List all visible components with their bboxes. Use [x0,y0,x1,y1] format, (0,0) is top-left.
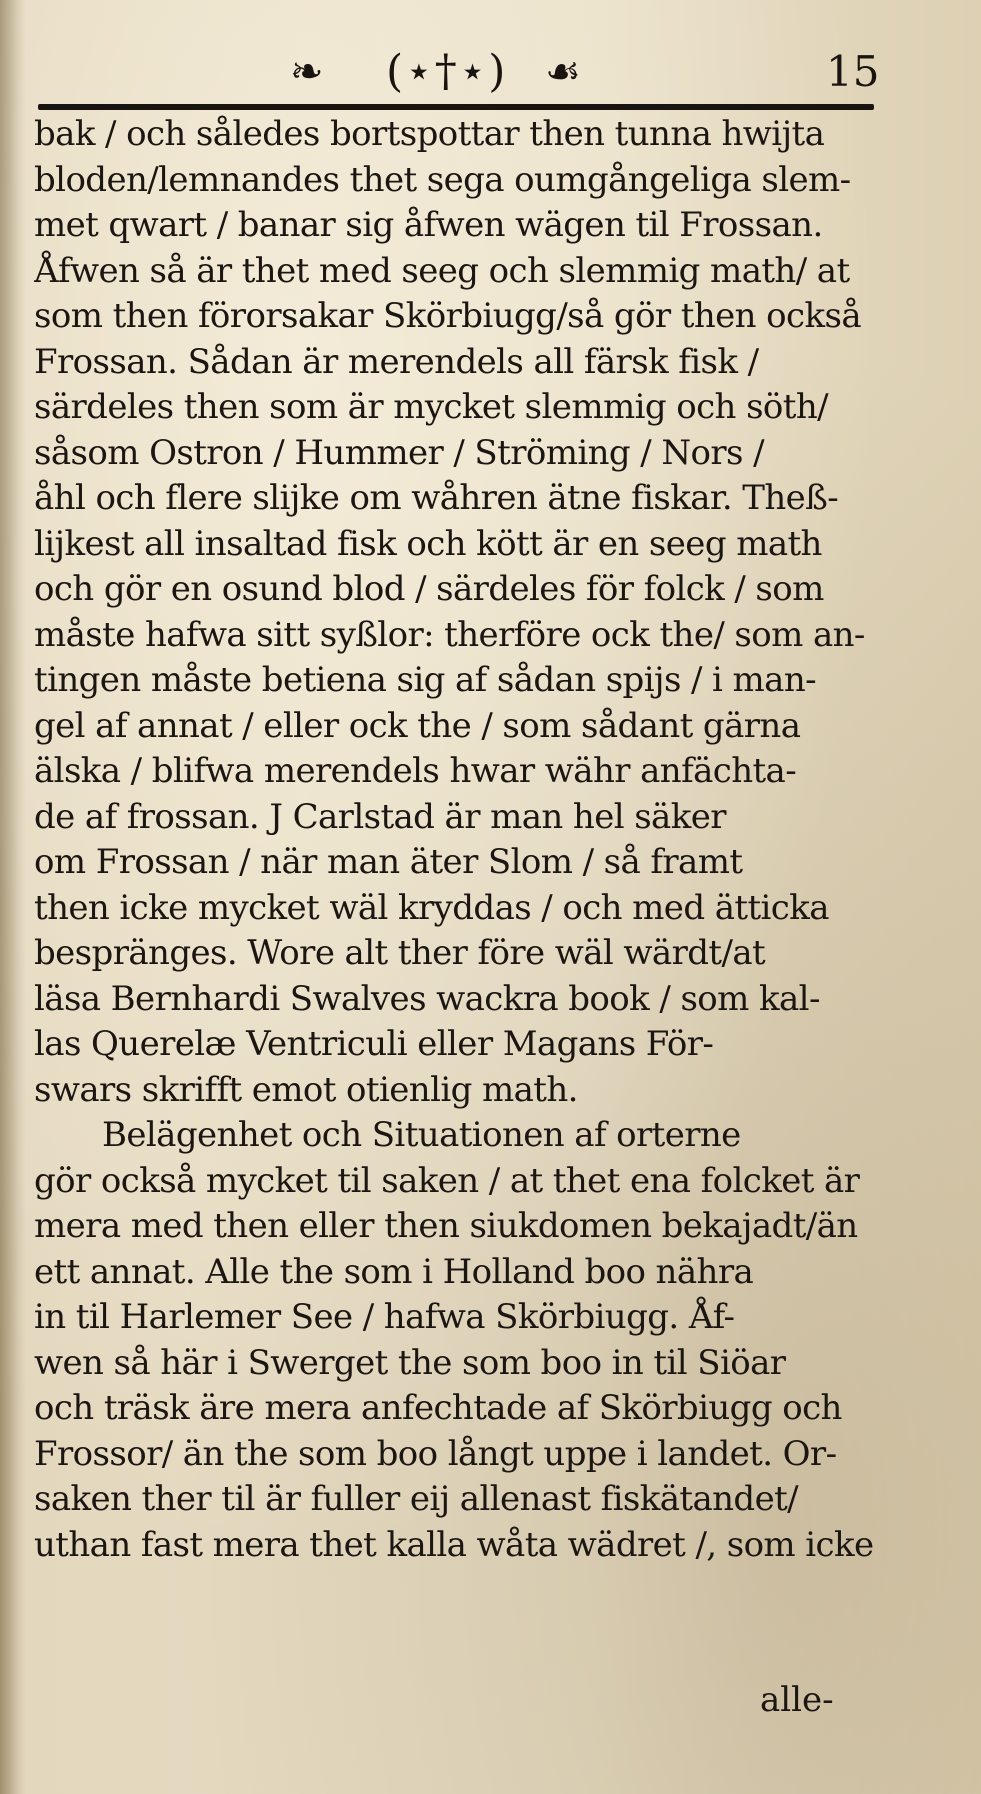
text-line: then icke mycket wäl kryddas / och med ätticka [34,887,829,928]
fleuron-right-icon: ☙ [545,49,581,95]
binding-shadow [0,0,26,1794]
fleuron-left-icon: ❧ [290,49,324,95]
text-line: läsa Bernhardi Swalves wackra book / som kal- [34,978,820,1019]
text-line: bloden/lemnandes thet sega oumgångeliga slem- [34,159,851,200]
text-line: om Frossan / när man äter Slom / så framt [34,842,743,882]
text-line: bak / och således bortspottar then tunna hwijta [34,114,825,154]
running-header [0,38,981,108]
text-line: gel af annat / eller ock the / som sådant gärna [34,705,801,746]
folio-mark: (⋆†⋆) [386,46,508,97]
page-number: 15 [826,47,880,96]
text-line: Frossor/ än the som boo långt uppe i landet. Or- [34,1433,837,1474]
text-line: såsom Ostron / Hummer / Ströming / Nors / [34,432,764,473]
text-line: Frossan. Sådan är merendels all färsk fisk / [34,341,759,382]
text-line: lijkest all insaltad fisk och kött är en seeg math [34,523,822,564]
text-line: gör också mycket til saken / at thet ena folcket är [34,1160,860,1201]
text-line: och träsk äre mera anfechtade af Skörbiugg och [34,1388,842,1428]
text-line: saken ther til är fuller eij allenast fiskätandet/ [34,1479,799,1519]
text-line: måste hafwa sitt syßlor: therföre ock the/ som an- [34,614,865,655]
text-line: in til Harlemer See / hafwa Skörbiugg. Åf- [34,1297,735,1337]
text-line: tingen måste betiena sig af sådan spijs / i man- [34,660,817,700]
text-line: särdeles then som är mycket slemmig och söth/ [34,387,828,427]
text-line: som then förorsakar Skörbiugg/så gör then också [34,296,862,336]
paragraph-start-line: Belägenhet och Situationen af orterne [102,1115,741,1155]
text-line: met qwart / banar sig åfwen wägen til Frossan. [34,205,823,245]
text-line: swars skrifft emot otienlig math. [34,1069,578,1110]
text-line: älska / blifwa merendels hwar währ anfächta- [34,751,797,791]
text-line: de af frossan. J Carlstad är man hel säker [34,796,726,837]
catchword: alle- [760,1680,834,1720]
text-line: och gör en osund blod / särdeles för folck / som [34,569,824,609]
body-text [34,112,894,1568]
text-line: bespränges. Wore alt ther före wäl wärdt/at [34,933,766,973]
text-line: las Querelæ Ventriculi eller Magans För- [34,1024,714,1064]
text-line: mera med then eller then siukdomen bekajadt/än [34,1206,858,1246]
text-line: uthan fast mera thet kalla wåta wädret /, som icke [34,1524,874,1565]
text-line: åhl och flere slijke om wåhren ätne fiskar. Theß- [34,478,839,518]
text-line: ett annat. Alle the som i Holland boo nähra [34,1251,754,1292]
header-rule [38,104,874,110]
text-line: Åfwen så är thet med seeg och slemmig math/ at [34,250,850,291]
text-line: wen så här i Swerget the som boo in til Siöar [34,1342,786,1383]
